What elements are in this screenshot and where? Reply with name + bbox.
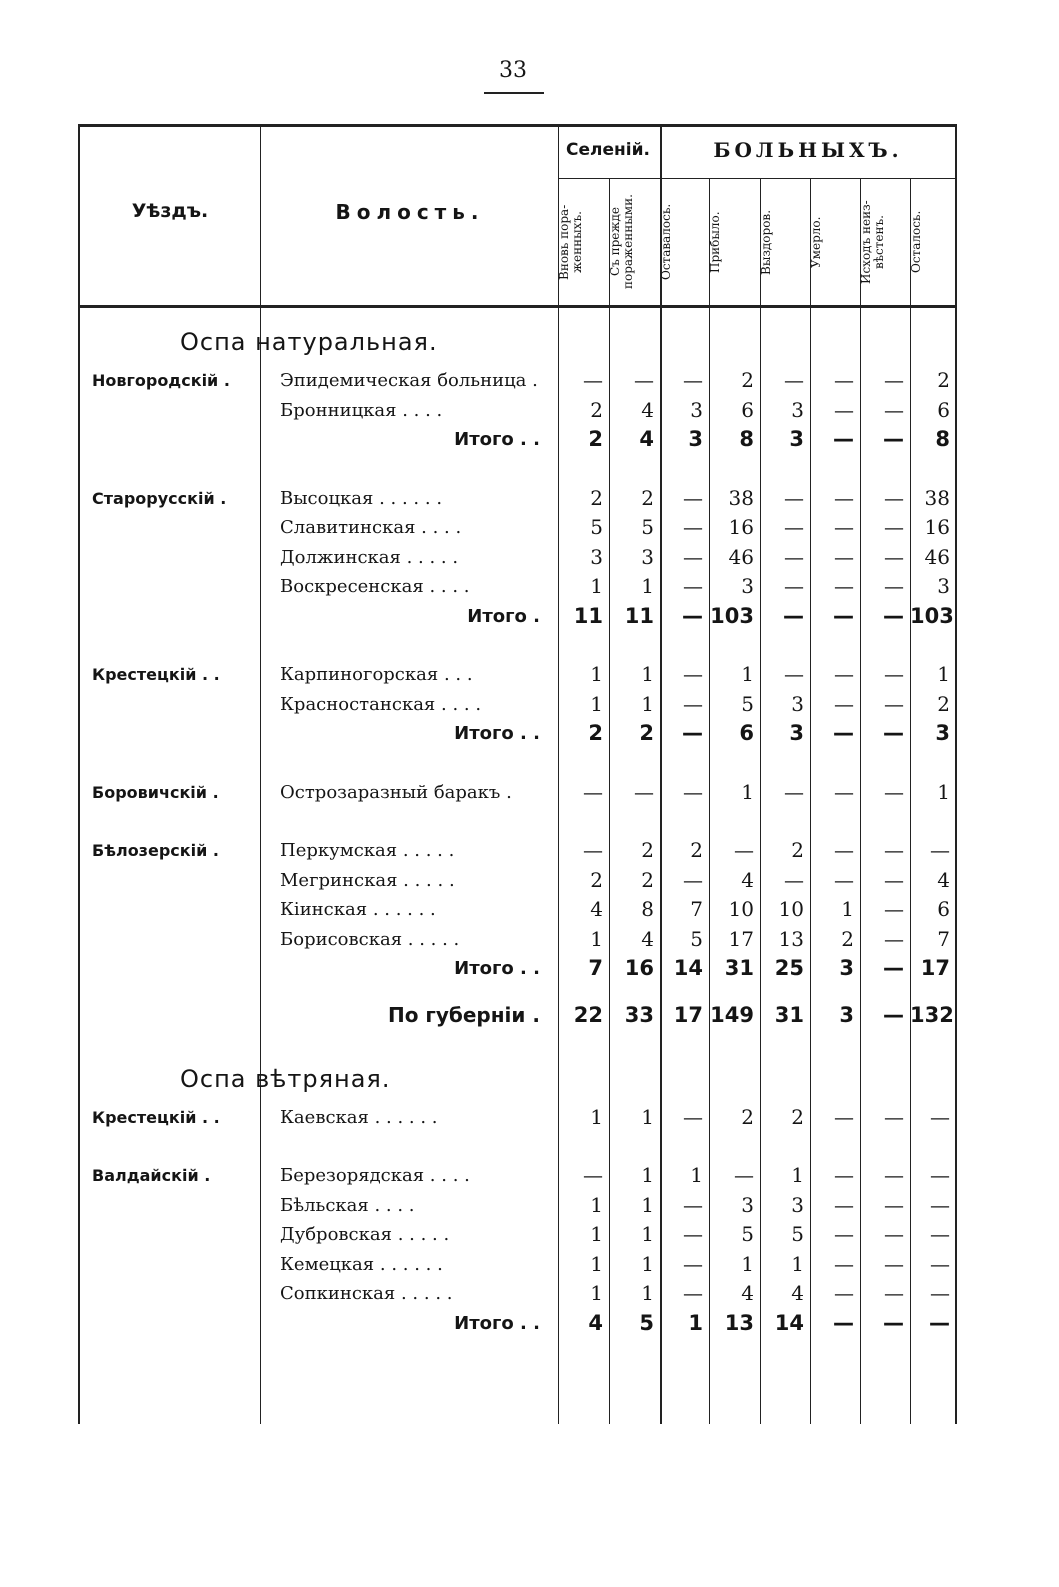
volost-name: Эпидемическая больница . — [280, 370, 538, 391]
cell-vnov: 1 — [590, 1104, 603, 1129]
cell-s-prezhde: 1 — [641, 662, 654, 686]
cell-pribylo: 1 — [741, 662, 754, 686]
cell-iskhod: — — [884, 1163, 904, 1187]
cell-vyzdorov: — — [784, 544, 804, 569]
cell-ostavalos: — — [683, 691, 703, 716]
volost-name: Березорядская . . . . — [280, 1165, 470, 1186]
table-row — [0, 660, 1059, 689]
volost-name: Острозаразный баракъ . — [280, 781, 512, 803]
cell-vyzdorov: — — [783, 603, 804, 628]
cell-vnov: 2 — [588, 427, 603, 451]
uezd-name: Новгородскій . — [92, 371, 230, 390]
cell-pribylo: 3 — [741, 1192, 754, 1217]
volost-name: Высоцкая . . . . . . — [280, 487, 443, 509]
cell-pribylo: 1 — [741, 779, 754, 804]
cell-vnov: 2 — [590, 867, 603, 892]
cell-s-prezhde: 2 — [641, 485, 654, 510]
cell-ostavalos: — — [683, 1281, 703, 1305]
cell-pribylo: 13 — [724, 1310, 754, 1335]
cell-umerlo: — — [834, 574, 854, 598]
cell-s-prezhde: 1 — [641, 1222, 654, 1246]
cell-ostalos: 3 — [935, 721, 950, 745]
cell-ostavalos: — — [683, 1251, 703, 1276]
cell-umerlo: — — [834, 515, 854, 539]
cell-ostavalos: — — [683, 515, 703, 539]
table-row — [0, 1220, 1059, 1249]
column-header-vnov: Вновь пора- женныхъ. — [557, 204, 584, 280]
cell-ostavalos: 17 — [673, 1002, 703, 1027]
cell-pribylo: 4 — [741, 867, 754, 892]
table-row — [0, 366, 1059, 395]
uezd-header: Уѣздъ. — [131, 200, 209, 222]
volost-name: Бронницкая . . . . — [280, 399, 443, 421]
cell-s-prezhde: — — [634, 368, 654, 392]
cell-iskhod: — — [884, 867, 904, 892]
cell-umerlo: — — [834, 691, 854, 716]
cell-iskhod: — — [884, 397, 904, 422]
cell-ostavalos: — — [683, 574, 703, 598]
cell-iskhod: — — [884, 574, 904, 598]
total-row — [0, 954, 1059, 983]
cell-pribylo: 149 — [710, 1002, 754, 1027]
cell-pribylo: — — [734, 1163, 754, 1187]
cell-umerlo: — — [834, 485, 854, 510]
cell-s-prezhde: 4 — [641, 397, 654, 422]
cell-vyzdorov: — — [784, 779, 804, 804]
cell-s-prezhde: 1 — [641, 574, 654, 598]
volost-name: Сопкинская . . . . . — [280, 1283, 453, 1304]
cell-vyzdorov: — — [784, 867, 804, 892]
cell-pribylo: 2 — [741, 368, 754, 392]
cell-vyzdorov: 3 — [789, 427, 804, 451]
cell-iskhod: — — [884, 897, 904, 921]
table-row — [0, 543, 1059, 572]
volost-name: Карпиногорская . . . — [280, 664, 473, 685]
cell-vnov: — — [583, 779, 603, 804]
cell-umerlo: — — [834, 779, 854, 804]
cell-ostalos: 1 — [937, 779, 950, 804]
cell-vyzdorov: 3 — [791, 1192, 804, 1217]
cell-iskhod: — — [884, 838, 904, 862]
header-subdivider — [558, 178, 956, 179]
cell-vyzdorov: — — [784, 574, 804, 598]
cell-pribylo: 16 — [728, 515, 754, 539]
table-row — [0, 866, 1059, 895]
seleniy-header: Селеній. — [566, 140, 650, 160]
volost-name: Мегринская . . . . . — [280, 869, 455, 891]
volost-name: Должинская . . . . . — [280, 546, 459, 568]
cell-umerlo: 2 — [841, 926, 854, 951]
cell-s-prezhde: 16 — [624, 956, 654, 980]
cell-ostavalos: — — [683, 1222, 703, 1246]
cell-vnov: 2 — [590, 397, 603, 422]
section-title: Оспа натуральная. — [180, 328, 438, 356]
volost-name: Красностанская . . . . — [280, 693, 482, 715]
total-label: Итого . . — [454, 429, 540, 450]
cell-vnov: 4 — [590, 897, 603, 921]
cell-ostalos: — — [930, 1192, 950, 1217]
cell-iskhod: — — [884, 515, 904, 539]
cell-ostavalos: — — [683, 1192, 703, 1217]
cell-ostalos: 46 — [924, 544, 950, 569]
column-header-umerlo: Умерло. — [809, 216, 823, 268]
cell-vyzdorov: 3 — [789, 721, 804, 745]
cell-pribylo: 31 — [724, 956, 754, 980]
cell-s-prezhde: 1 — [641, 1192, 654, 1217]
cell-iskhod: — — [884, 485, 904, 510]
cell-umerlo: 3 — [839, 956, 854, 980]
cell-ostavalos: — — [683, 368, 703, 392]
cell-s-prezhde: 1 — [641, 1104, 654, 1129]
cell-iskhod: — — [884, 662, 904, 686]
cell-pribylo: 103 — [710, 603, 754, 628]
cell-ostavalos: — — [683, 662, 703, 686]
volost-header: Волость. — [335, 200, 485, 224]
cell-umerlo: — — [834, 1163, 854, 1187]
page-number: 33 — [499, 58, 527, 83]
cell-vnov: 1 — [590, 1251, 603, 1276]
cell-umerlo: — — [834, 1222, 854, 1246]
total-label: Итого . . — [454, 723, 540, 744]
cell-ostalos: — — [930, 1104, 950, 1129]
total-row — [0, 602, 1059, 631]
volost-name: Бѣльская . . . . — [280, 1194, 415, 1216]
cell-s-prezhde: 2 — [641, 838, 654, 862]
table-row — [0, 1279, 1059, 1308]
cell-iskhod: — — [884, 368, 904, 392]
cell-ostalos: 17 — [920, 956, 950, 980]
cell-pribylo: 3 — [741, 574, 754, 598]
cell-vyzdorov: — — [784, 368, 804, 392]
volost-name: Дубровская . . . . . — [280, 1224, 450, 1245]
cell-vyzdorov: 1 — [791, 1251, 804, 1276]
column-header-iskhod: Исходъ неиз- вѣстенъ. — [859, 200, 886, 284]
table-row — [0, 778, 1059, 807]
uezd-name: Старорусскій . — [92, 488, 227, 508]
cell-pribylo: 17 — [728, 926, 754, 951]
cell-iskhod: — — [884, 926, 904, 951]
cell-iskhod: — — [884, 1192, 904, 1217]
cell-ostalos: 6 — [937, 397, 950, 422]
cell-vyzdorov: 1 — [791, 1163, 804, 1187]
column-header-s-prezhde: Съ прежде пораженными. — [608, 194, 635, 290]
cell-ostalos: — — [929, 1310, 950, 1335]
cell-vyzdorov: 25 — [774, 956, 804, 980]
column-header-ostavalos: Оставалось. — [659, 203, 673, 281]
total-label: Итого . . — [454, 958, 540, 979]
cell-ostavalos: — — [683, 779, 703, 804]
cell-vyzdorov: — — [784, 662, 804, 686]
table-row — [0, 925, 1059, 954]
cell-s-prezhde: 2 — [641, 867, 654, 892]
cell-ostavalos: 1 — [688, 1310, 703, 1335]
cell-umerlo: 3 — [839, 1002, 854, 1027]
cell-umerlo: — — [834, 1281, 854, 1305]
cell-vyzdorov: 13 — [778, 926, 804, 951]
volost-name: Каевская . . . . . . — [280, 1106, 438, 1128]
cell-vyzdorov: 3 — [791, 397, 804, 422]
cell-s-prezhde: 3 — [641, 544, 654, 569]
cell-vnov: 1 — [590, 926, 603, 951]
cell-vnov: 11 — [573, 603, 603, 628]
volost-name: Воскресенская . . . . — [280, 576, 470, 597]
cell-vyzdorov: 10 — [778, 897, 804, 921]
uezd-name: Валдайскій . — [92, 1166, 211, 1185]
cell-s-prezhde: — — [634, 779, 654, 804]
total-row — [0, 719, 1059, 748]
cell-pribylo: — — [734, 838, 754, 862]
total-row — [0, 1309, 1059, 1338]
cell-vnov: 2 — [588, 721, 603, 745]
cell-pribylo: 46 — [728, 544, 754, 569]
cell-umerlo: — — [834, 368, 854, 392]
cell-ostalos: 1 — [937, 662, 950, 686]
cell-ostavalos: 2 — [690, 838, 703, 862]
cell-vnov: — — [583, 1163, 603, 1187]
cell-ostalos: — — [930, 1222, 950, 1246]
cell-s-prezhde: 5 — [639, 1310, 654, 1335]
cell-umerlo: — — [834, 1104, 854, 1129]
cell-ostalos: 3 — [937, 574, 950, 598]
table-row — [0, 396, 1059, 425]
table-row — [0, 1191, 1059, 1220]
column-header-pribylo: Прибыло. — [708, 211, 722, 273]
cell-vyzdorov: 5 — [791, 1222, 804, 1246]
uezd-name: Бѣлозерскій . — [92, 841, 219, 860]
cell-vnov: — — [583, 368, 603, 392]
cell-s-prezhde: 11 — [624, 603, 654, 628]
cell-vyzdorov: 2 — [791, 1104, 804, 1129]
cell-umerlo: 1 — [841, 897, 854, 921]
table-row — [0, 484, 1059, 513]
cell-vyzdorov: 31 — [774, 1002, 804, 1027]
cell-iskhod: — — [883, 1310, 904, 1335]
cell-umerlo: — — [833, 721, 854, 745]
cell-vnov: 7 — [588, 956, 603, 980]
cell-vnov: 1 — [590, 1281, 603, 1305]
cell-iskhod: — — [884, 1281, 904, 1305]
table-row — [0, 836, 1059, 865]
cell-ostalos: 2 — [937, 691, 950, 716]
cell-pribylo: 4 — [741, 1281, 754, 1305]
cell-vyzdorov: — — [784, 515, 804, 539]
cell-umerlo: — — [833, 603, 854, 628]
section-title: Оспа вѣтряная. — [180, 1064, 391, 1093]
cell-ostalos: 7 — [937, 926, 950, 951]
cell-ostavalos: — — [683, 544, 703, 569]
cell-ostavalos: — — [682, 603, 703, 628]
page-number-rule — [484, 92, 544, 94]
cell-pribylo: 5 — [741, 691, 754, 716]
cell-ostavalos: — — [683, 1104, 703, 1129]
table-row — [0, 1250, 1059, 1279]
cell-umerlo: — — [834, 867, 854, 892]
cell-ostavalos: 3 — [688, 427, 703, 451]
cell-pribylo: 1 — [741, 1251, 754, 1276]
cell-vyzdorov: 3 — [791, 691, 804, 716]
cell-pribylo: 6 — [739, 721, 754, 745]
cell-umerlo: — — [834, 1192, 854, 1217]
column-header-ostalos: Осталось. — [909, 210, 923, 274]
cell-ostalos: — — [930, 1163, 950, 1187]
cell-vnov: 3 — [590, 544, 603, 569]
cell-pribylo: 6 — [741, 397, 754, 422]
cell-vnov: 5 — [590, 515, 603, 539]
cell-umerlo: — — [833, 1310, 854, 1335]
total-label: Итого . . — [454, 1312, 540, 1334]
cell-s-prezhde: 1 — [641, 1251, 654, 1276]
cell-vnov: 1 — [590, 1192, 603, 1217]
table-row — [0, 1161, 1059, 1190]
cell-s-prezhde: 4 — [639, 427, 654, 451]
table-row — [0, 572, 1059, 601]
cell-pribylo: 10 — [728, 897, 754, 921]
cell-pribylo: 8 — [739, 427, 754, 451]
volost-name: Кіинская . . . . . . — [280, 899, 436, 920]
cell-vnov: — — [583, 838, 603, 862]
cell-ostalos: 103 — [910, 603, 954, 628]
cell-vyzdorov: — — [784, 485, 804, 510]
volost-name: Славитинская . . . . — [280, 517, 462, 538]
cell-ostalos: 8 — [935, 427, 950, 451]
cell-pribylo: 5 — [741, 1222, 754, 1246]
cell-umerlo: — — [834, 1251, 854, 1276]
cell-ostavalos: 3 — [690, 397, 703, 422]
cell-vnov: 1 — [590, 691, 603, 716]
cell-vnov: 1 — [590, 662, 603, 686]
cell-ostavalos: — — [683, 485, 703, 510]
cell-ostalos: — — [930, 1251, 950, 1276]
cell-vnov: 22 — [573, 1002, 603, 1027]
table-row — [0, 895, 1059, 924]
cell-iskhod: — — [883, 603, 904, 628]
cell-s-prezhde: 5 — [641, 515, 654, 539]
cell-vnov: 1 — [590, 574, 603, 598]
table-row — [0, 513, 1059, 542]
table-top-border — [78, 124, 956, 127]
cell-ostalos: — — [930, 838, 950, 862]
cell-pribylo: 2 — [741, 1104, 754, 1129]
cell-vnov: 1 — [590, 1222, 603, 1246]
cell-umerlo: — — [834, 544, 854, 569]
cell-umerlo: — — [834, 662, 854, 686]
column-header-vyzdorov: Выздоров. — [759, 209, 773, 275]
cell-ostavalos: 7 — [690, 897, 703, 921]
uezd-name: Крестецкій . . — [92, 665, 220, 684]
cell-ostalos: 38 — [924, 485, 950, 510]
header-bottom-border — [78, 305, 956, 308]
volost-name: Кемецкая . . . . . . — [280, 1253, 443, 1275]
cell-s-prezhde: 8 — [641, 897, 654, 921]
cell-iskhod: — — [884, 779, 904, 804]
cell-iskhod: — — [884, 691, 904, 716]
cell-pribylo: 38 — [728, 485, 754, 510]
cell-umerlo: — — [834, 838, 854, 862]
cell-ostalos: 4 — [937, 867, 950, 892]
cell-iskhod: — — [883, 721, 904, 745]
cell-ostavalos: 14 — [673, 956, 703, 980]
cell-iskhod: — — [884, 1104, 904, 1129]
cell-vnov: 2 — [590, 485, 603, 510]
cell-s-prezhde: 33 — [624, 1002, 654, 1027]
uezd-name: Боровичскій . — [92, 782, 219, 802]
cell-vnov: 4 — [588, 1310, 603, 1335]
cell-umerlo: — — [834, 397, 854, 422]
uezd-name: Крестецкій . . — [92, 1107, 220, 1127]
total-label: Итого . — [467, 605, 540, 627]
cell-iskhod: — — [884, 544, 904, 569]
volost-name: Перкумская . . . . . — [280, 840, 455, 861]
cell-iskhod: — — [883, 1002, 904, 1027]
cell-s-prezhde: 4 — [641, 926, 654, 951]
cell-iskhod: — — [884, 1251, 904, 1276]
cell-ostalos: — — [930, 1281, 950, 1305]
cell-iskhod: — — [883, 956, 904, 980]
grand-total-label: По губерніи . — [387, 1002, 540, 1027]
cell-ostalos: 16 — [924, 515, 950, 539]
cell-s-prezhde: 1 — [641, 1281, 654, 1305]
cell-ostavalos: 5 — [690, 926, 703, 951]
cell-iskhod: — — [884, 1222, 904, 1246]
volost-name: Борисовская . . . . . — [280, 928, 460, 950]
cell-ostalos: 132 — [910, 1002, 954, 1027]
cell-ostalos: 6 — [937, 897, 950, 921]
cell-umerlo: — — [833, 427, 854, 451]
cell-iskhod: — — [883, 427, 904, 451]
cell-vyzdorov: 4 — [791, 1281, 804, 1305]
grand-total-row — [0, 1001, 1059, 1030]
bolnykh-header: БОЛЬНЫХЪ. — [713, 138, 903, 162]
cell-s-prezhde: 1 — [641, 691, 654, 716]
table-row — [0, 690, 1059, 719]
cell-vyzdorov: 14 — [774, 1310, 804, 1335]
cell-ostavalos: — — [683, 867, 703, 892]
cell-vyzdorov: 2 — [791, 838, 804, 862]
cell-s-prezhde: 2 — [639, 721, 654, 745]
cell-ostavalos: — — [682, 721, 703, 745]
cell-ostavalos: 1 — [690, 1163, 703, 1187]
total-row — [0, 425, 1059, 454]
cell-s-prezhde: 1 — [641, 1163, 654, 1187]
table-row — [0, 1103, 1059, 1132]
cell-ostalos: 2 — [937, 368, 950, 392]
